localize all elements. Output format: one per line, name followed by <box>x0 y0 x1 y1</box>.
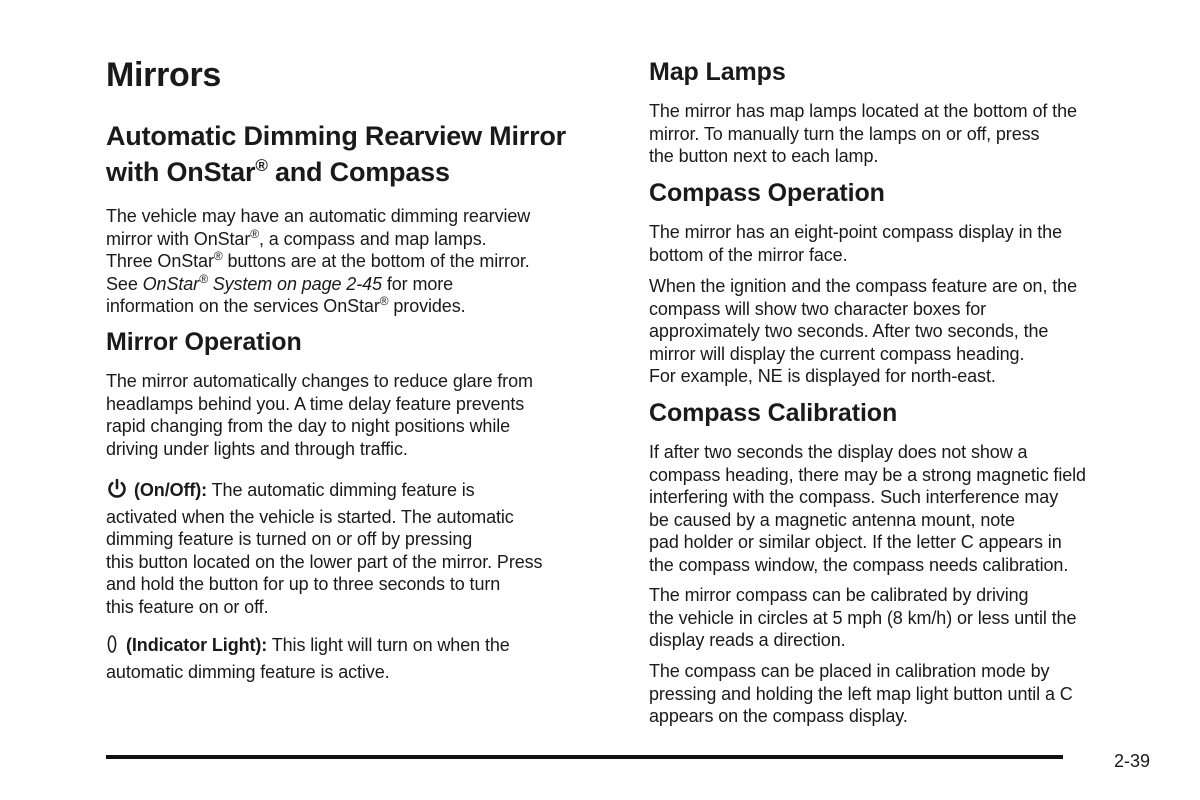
compass-operation-heading: Compass Operation <box>649 179 885 207</box>
compass-operation-paragraph-2: When the ignition and the compass feature are on, the compass will show two character boxes for approximately two seconds. After two seconds, the mirror will display the current compass heading. For example, NE is displayed for north-east. <box>649 276 1077 386</box>
indicator-light-icon <box>106 633 118 661</box>
page-number: 2-39 <box>1114 751 1151 771</box>
page-title: Mirrors <box>106 56 222 94</box>
on-off-paragraph: (On/Off): The automatic dimming feature is activated when the vehicle is started. The automatic dimming feature is turned on or off by pressing this button located on the lower part of the mirror. Press and hold the button for up to three seconds to turn this feature on or off. <box>106 480 543 617</box>
mirror-operation-heading: Mirror Operation <box>106 328 302 356</box>
intro-paragraph: The vehicle may have an automatic dimming rearview mirror with OnStar®, a compass and map lamps. Three OnStar® buttons are at the bottom of the mirror. See OnStar® System on page 2-45 for more information on the services OnStar® provides. <box>106 206 531 316</box>
indicator-paragraph: (Indicator Light): This light will turn on when the automatic dimming feature is active. <box>106 635 510 682</box>
compass-calibration-paragraph-1: If after two seconds the display does not show a compass heading, there may be a strong magnetic field interfering with the compass. Such interference may be caused by a magnetic antenna mount, note pad holder or similar object. If the letter C appears in the compass window, the compass needs calibration. <box>649 442 1086 575</box>
compass-calibration-paragraph-3: The compass can be placed in calibration mode by pressing and holding the left map light button until a C appears on the compass display. <box>649 661 1073 726</box>
compass-calibration-paragraph-2: The mirror compass can be calibrated by driving the vehicle in circles at 5 mph (8 km/h) or less until the display reads a direction. <box>649 585 1077 650</box>
indicator-light-label: (Indicator Light): <box>126 635 268 655</box>
map-lamps-heading: Map Lamps <box>649 58 786 86</box>
footer-rule <box>106 755 1063 759</box>
power-icon <box>106 478 128 506</box>
section-title: Automatic Dimming Rearview Mirror with OnStar® and Compass <box>106 121 566 187</box>
mirror-operation-paragraph: The mirror automatically changes to reduce glare from headlamps behind you. A time delay feature prevents rapid changing from the day to night positions while driving under lights and through traffic. <box>106 371 533 459</box>
compass-calibration-heading: Compass Calibration <box>649 399 898 427</box>
map-lamps-paragraph: The mirror has map lamps located at the bottom of the mirror. To manually turn the lamps on or off, press the button next to each lamp. <box>649 101 1077 166</box>
compass-operation-paragraph-1: The mirror has an eight-point compass display in the bottom of the mirror face. <box>649 222 1063 265</box>
onstar-cross-reference: OnStar® System on page 2-45 <box>142 271 382 294</box>
on-off-label: (On/Off): <box>134 480 208 500</box>
